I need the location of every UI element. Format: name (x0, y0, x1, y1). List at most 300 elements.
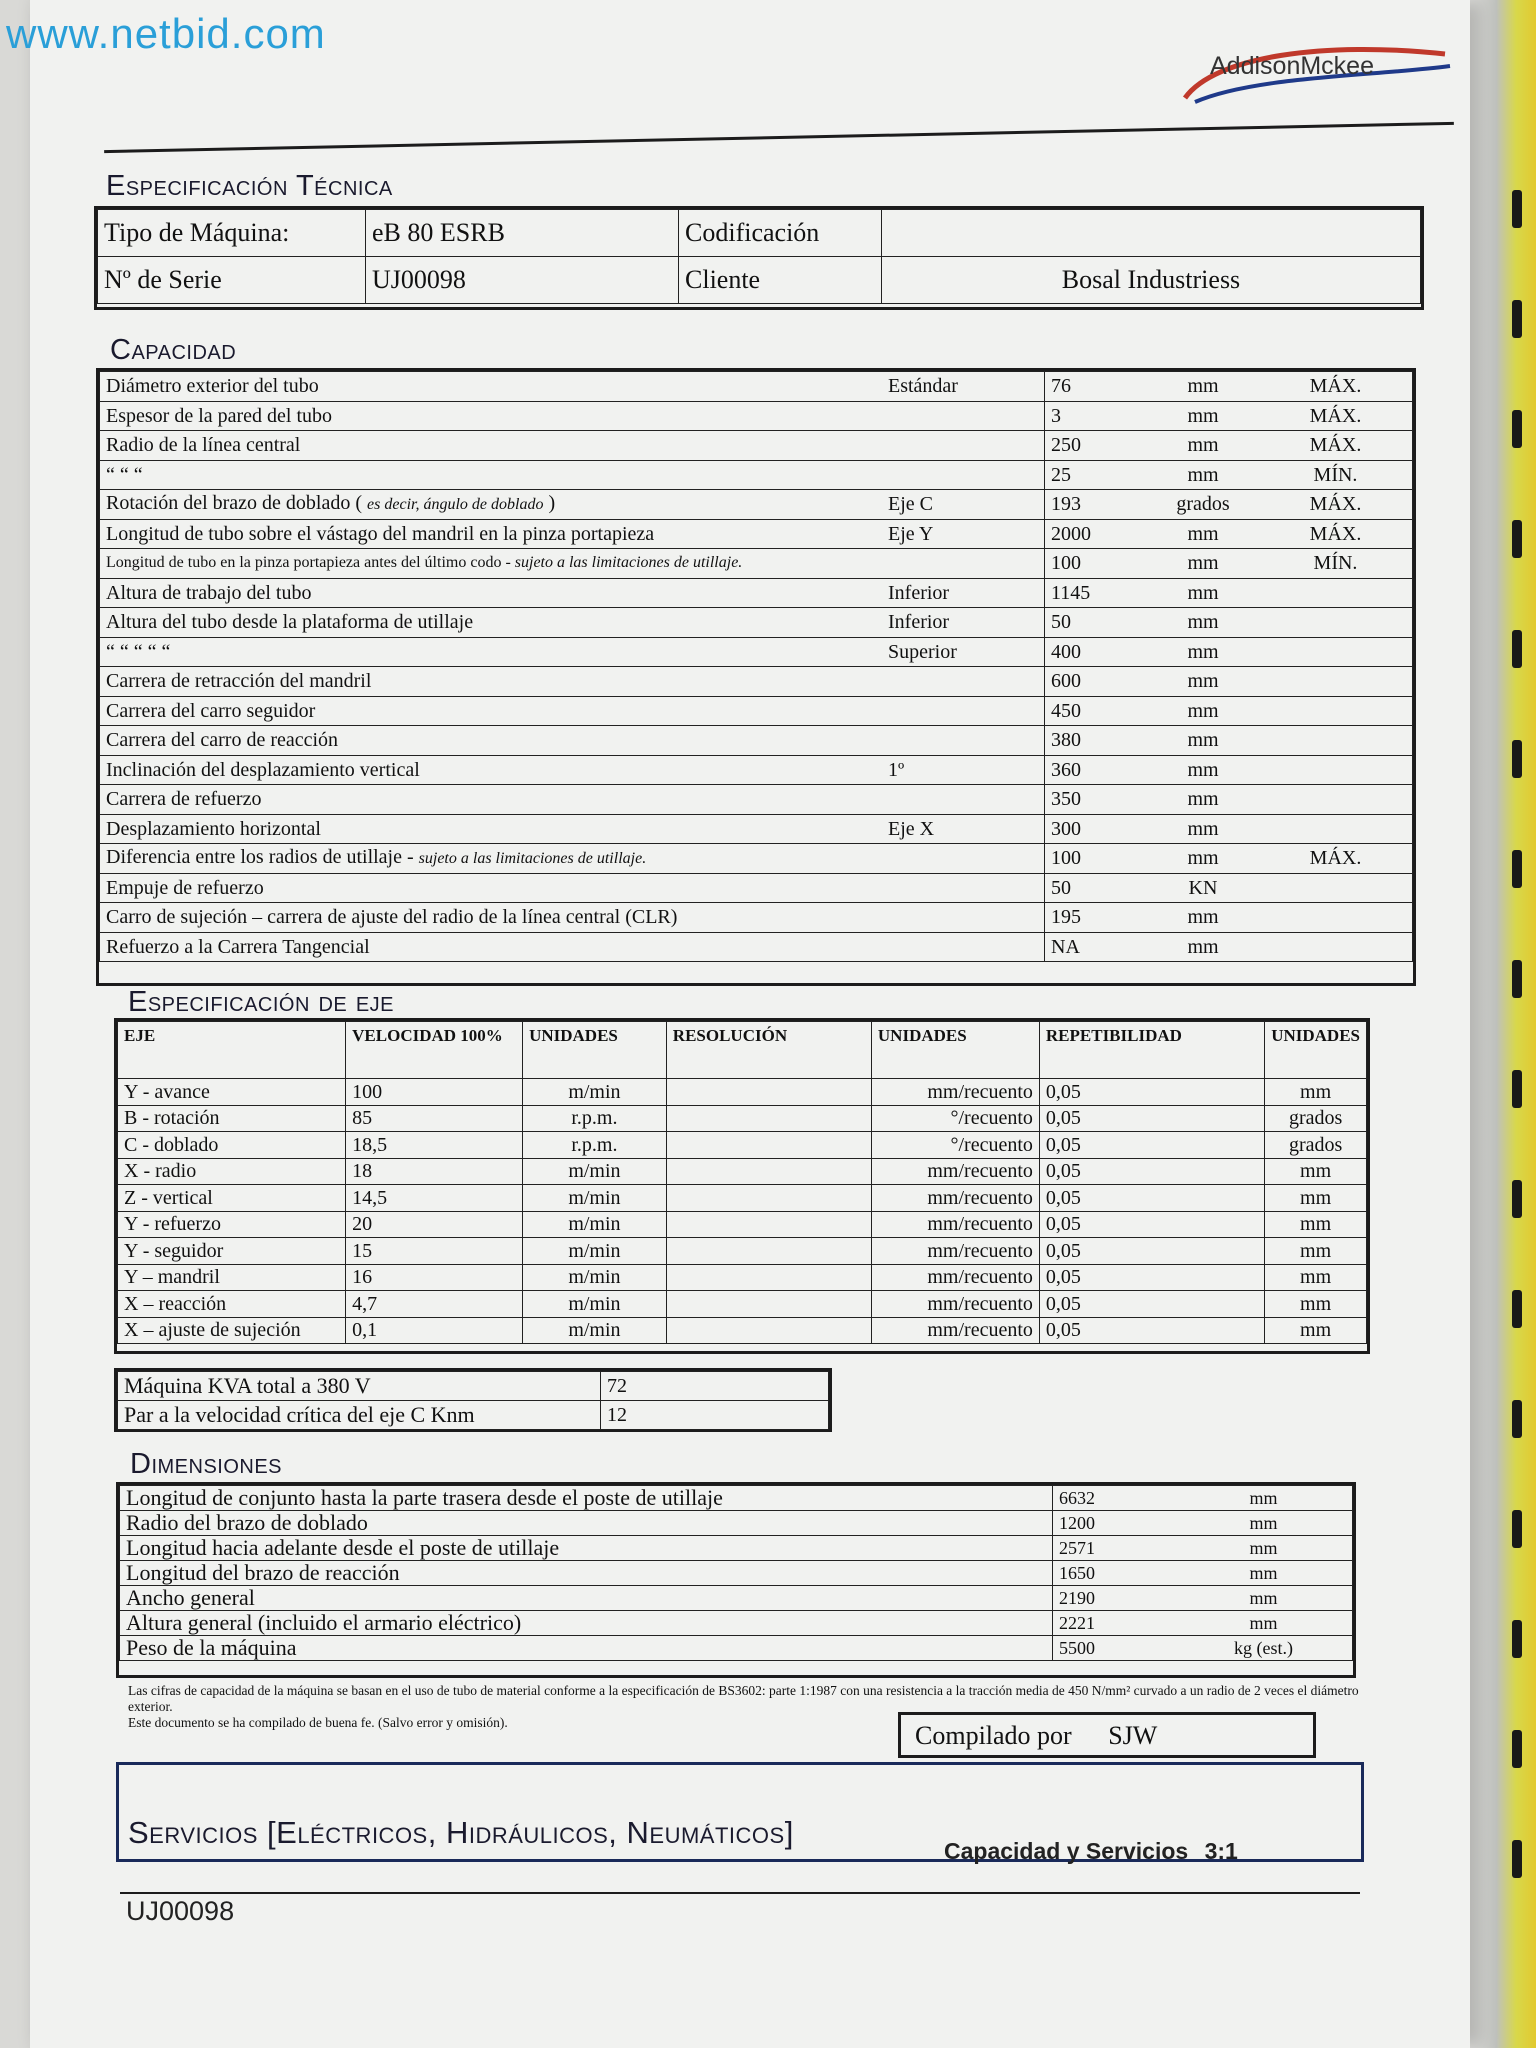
capacity-desc (100, 401, 883, 431)
capacity-value: 2000 (1045, 519, 1148, 549)
binder-ring (1512, 1840, 1522, 1878)
capacity-unit: grados (1147, 490, 1259, 520)
dimension-unit: mm (1175, 1511, 1353, 1536)
axis-repeatability-unit: grados (1265, 1105, 1367, 1132)
capacity-qualifier: Inferior (882, 578, 1045, 608)
capacity-desc (100, 431, 883, 461)
footer-doc-id: UJ00098 (126, 1896, 235, 1926)
capacity-value: 100 (1045, 844, 1148, 874)
capacity-desc-text: Carro de sujeción – carrera de ajuste del radio de la línea central (CLR) (106, 906, 678, 929)
dimension-row (120, 1586, 1353, 1611)
dimension-value: 2190 (1053, 1586, 1176, 1611)
dimension-value: 2571 (1053, 1536, 1176, 1561)
capacity-limit (1259, 755, 1413, 785)
axis-resolution (666, 1158, 871, 1185)
axis-resolution-unit: mm/recuento (871, 1264, 1039, 1291)
capacity-row (100, 726, 1413, 756)
dimension-row (120, 1511, 1353, 1536)
axis-resolution (666, 1291, 871, 1318)
axis-row (118, 1079, 1367, 1106)
capacity-desc (100, 519, 883, 549)
dimension-unit: mm (1175, 1486, 1353, 1511)
capacity-unit: mm (1147, 667, 1259, 697)
binder-ring (1512, 410, 1522, 448)
axis-resolution-unit: mm/recuento (871, 1211, 1039, 1238)
capacity-row (100, 460, 1413, 490)
capacity-desc (100, 755, 883, 785)
dimension-row (120, 1611, 1353, 1636)
axis-speed-unit: m/min (523, 1291, 667, 1318)
axis-repeatability: 0,05 (1039, 1264, 1264, 1291)
capacity-qualifier: Eje C (882, 490, 1045, 520)
dimension-row (120, 1636, 1353, 1661)
capacity-value: 380 (1045, 726, 1148, 756)
binder-ring (1512, 1400, 1522, 1438)
axis-resolution (666, 1211, 871, 1238)
axis-speed-unit: m/min (523, 1317, 667, 1344)
capacity-desc-text: Rotación del brazo de doblado ( (106, 492, 368, 515)
capacity-desc-text: Altura del tubo desde la plataforma de utillaje (106, 611, 474, 634)
axis-resolution (666, 1079, 871, 1106)
axis-resolution (666, 1238, 871, 1265)
axis-name: Y – mandril (118, 1264, 346, 1291)
axis-resolution-unit: mm/recuento (871, 1185, 1039, 1212)
binder-ring (1512, 1180, 1522, 1218)
capacity-row (100, 519, 1413, 549)
dimension-row (120, 1561, 1353, 1586)
capacity-row (100, 696, 1413, 726)
capacity-row (100, 844, 1413, 874)
dimension-unit: mm (1175, 1561, 1353, 1586)
dimension-value: 5500 (1053, 1636, 1176, 1661)
logo-text: AddisonMckee (1210, 52, 1374, 80)
axis-speed-unit: m/min (523, 1185, 667, 1212)
axis-repeatability: 0,05 (1039, 1158, 1264, 1185)
binder-ring (1512, 520, 1522, 558)
dimension-desc: Altura general (incluido el armario eléctrico) (120, 1611, 1053, 1636)
capacity-limit (1259, 696, 1413, 726)
axis-speed-unit: m/min (523, 1211, 667, 1238)
dimensions-table (116, 1482, 1356, 1678)
axis-name: Y - refuerzo (118, 1211, 346, 1238)
capacity-qualifier (882, 873, 1045, 903)
capacity-desc-text: Espesor de la pared del tubo (106, 404, 333, 427)
capacity-desc-text: “ “ “ (106, 463, 143, 486)
capacity-row (100, 814, 1413, 844)
capacity-value: 450 (1045, 696, 1148, 726)
dimension-desc: Ancho general (120, 1586, 1053, 1611)
axis-resolution (666, 1105, 871, 1132)
capacity-qualifier: Estándar (882, 372, 1045, 402)
axis-speed-unit: r.p.m. (523, 1132, 667, 1159)
capacity-value: 250 (1045, 431, 1148, 461)
axis-row (118, 1211, 1367, 1238)
capacity-desc (100, 578, 883, 608)
axis-speed: 20 (346, 1211, 523, 1238)
axis-name: X – reacción (118, 1291, 346, 1318)
capacity-row (100, 549, 1413, 579)
binder-ring (1512, 190, 1522, 228)
axis-speed: 16 (346, 1264, 523, 1291)
capacity-limit (1259, 903, 1413, 933)
capacity-unit: KN (1147, 873, 1259, 903)
power-value: 72 (601, 1372, 829, 1401)
axis-header: UNIDADES (871, 1022, 1039, 1079)
capacity-unit: mm (1147, 431, 1259, 461)
capacity-desc (100, 637, 883, 667)
dimension-value: 6632 (1053, 1486, 1176, 1511)
capacity-row (100, 785, 1413, 815)
machine-type-value: eB 80 ESRB (366, 210, 679, 257)
capacity-limit: MÁX. (1259, 431, 1413, 461)
capacity-desc-text: Refuerzo a la Carrera Tangencial (106, 935, 370, 958)
capacity-desc (100, 726, 883, 756)
axis-repeatability-unit: mm (1265, 1264, 1367, 1291)
capacity-qualifier: Inferior (882, 608, 1045, 638)
capacity-row (100, 667, 1413, 697)
axis-row (118, 1185, 1367, 1212)
capacity-desc-text: Carrera de refuerzo (106, 788, 262, 811)
capacity-desc (100, 696, 883, 726)
dimension-desc: Radio del brazo de doblado (120, 1511, 1053, 1536)
axis-resolution-unit: mm/recuento (871, 1079, 1039, 1106)
capacity-value: 193 (1045, 490, 1148, 520)
capacity-row (100, 932, 1413, 962)
capacity-unit: mm (1147, 903, 1259, 933)
axis-name: X – ajuste de sujeción (118, 1317, 346, 1344)
capacity-qualifier: Eje X (882, 814, 1045, 844)
capacity-limit (1259, 608, 1413, 638)
dimension-unit: kg (est.) (1175, 1636, 1353, 1661)
capacity-unit: mm (1147, 726, 1259, 756)
axis-speed: 18 (346, 1158, 523, 1185)
binder-ring (1512, 1730, 1522, 1768)
capacity-desc (100, 814, 883, 844)
capacity-row (100, 431, 1413, 461)
axis-resolution (666, 1185, 871, 1212)
capacity-value: 400 (1045, 637, 1148, 667)
axis-name: X - radio (118, 1158, 346, 1185)
capacity-value: 360 (1045, 755, 1148, 785)
capacity-desc (100, 608, 883, 638)
axis-repeatability: 0,05 (1039, 1238, 1264, 1265)
axis-repeatability: 0,05 (1039, 1079, 1264, 1106)
capacity-unit: mm (1147, 519, 1259, 549)
section-title-capacity: Capacidad (110, 334, 237, 366)
capacity-desc-text: Radio de la línea central (106, 434, 301, 457)
capacity-value: 25 (1045, 460, 1148, 490)
axis-resolution-unit: mm/recuento (871, 1317, 1039, 1344)
axis-repeatability: 0,05 (1039, 1105, 1264, 1132)
axis-resolution-unit: mm/recuento (871, 1291, 1039, 1318)
capacity-qualifier (882, 431, 1045, 461)
dimension-desc: Longitud de conjunto hasta la parte trasera desde el poste de utillaje (120, 1486, 1053, 1511)
capacity-unit: mm (1147, 696, 1259, 726)
axis-header: UNIDADES (1265, 1022, 1367, 1079)
section-title-axis: Especificación de eje (128, 986, 394, 1018)
capacity-value: 3 (1045, 401, 1148, 431)
axis-resolution-unit: °/recuento (871, 1105, 1039, 1132)
capacity-unit: mm (1147, 608, 1259, 638)
capacity-desc (100, 785, 883, 815)
capacity-unit: mm (1147, 755, 1259, 785)
capacity-unit: mm (1147, 785, 1259, 815)
capacity-qualifier (882, 932, 1045, 962)
capacity-desc-end: ) (543, 492, 556, 515)
capacity-unit: mm (1147, 549, 1259, 579)
capacity-qualifier (882, 844, 1045, 874)
capacity-value: NA (1045, 932, 1148, 962)
dimension-row (120, 1536, 1353, 1561)
axis-speed-unit: m/min (523, 1264, 667, 1291)
capacity-desc-text: “ “ “ “ “ (106, 640, 171, 663)
axis-row (118, 1264, 1367, 1291)
axis-repeatability-unit: mm (1265, 1079, 1367, 1106)
capacity-unit: mm (1147, 814, 1259, 844)
axis-speed-unit: m/min (523, 1158, 667, 1185)
section-title-dimensions: Dimensiones (130, 1448, 283, 1480)
axis-repeatability-unit: mm (1265, 1317, 1367, 1344)
axis-speed-unit: m/min (523, 1079, 667, 1106)
axis-repeatability-unit: mm (1265, 1185, 1367, 1212)
axis-resolution (666, 1132, 871, 1159)
capacity-value: 1145 (1045, 578, 1148, 608)
binder-ring (1512, 1510, 1522, 1548)
capacity-row (100, 608, 1413, 638)
axis-repeatability-unit: mm (1265, 1291, 1367, 1318)
dimension-desc: Longitud hacia adelante desde el poste de utillaje (120, 1536, 1053, 1561)
power-label: Máquina KVA total a 380 V (118, 1372, 601, 1401)
dimension-unit: mm (1175, 1611, 1353, 1636)
capacity-desc-note: es decir, ángulo de doblado (367, 496, 544, 514)
spec-header-table (94, 206, 1424, 310)
compiled-by-value: SJW (1108, 1721, 1158, 1750)
axis-header: REPETIBILIDAD (1039, 1022, 1264, 1079)
section-title-services: Servicios [Eléctricos, Hidráulicos, Neumáticos] (128, 1815, 794, 1850)
capacity-row (100, 372, 1413, 402)
binder-ring (1512, 850, 1522, 888)
axis-header: RESOLUCIÓN (666, 1022, 871, 1079)
serial-label: Nº de Serie (98, 257, 366, 304)
capacity-qualifier (882, 726, 1045, 756)
dimension-unit: mm (1175, 1586, 1353, 1611)
capacity-limit: MÁX. (1259, 519, 1413, 549)
compiled-by-box (898, 1712, 1316, 1758)
capacity-row (100, 401, 1413, 431)
dimension-unit: mm (1175, 1536, 1353, 1561)
axis-name: B - rotación (118, 1105, 346, 1132)
power-value: 12 (601, 1401, 829, 1430)
capacity-row (100, 873, 1413, 903)
binder-ring (1512, 630, 1522, 668)
power-row (118, 1372, 829, 1401)
client-label: Cliente (679, 257, 882, 304)
capacity-desc (100, 490, 883, 520)
dimension-desc: Longitud del brazo de reacción (120, 1561, 1053, 1586)
axis-speed: 15 (346, 1238, 523, 1265)
capacity-unit: mm (1147, 844, 1259, 874)
axis-speed: 4,7 (346, 1291, 523, 1318)
binder-ring (1512, 740, 1522, 778)
serial-value: UJ00098 (366, 257, 679, 304)
capacity-desc-note: sujeto a las limitaciones de utillaje. (418, 850, 647, 868)
capacity-desc (100, 549, 883, 579)
capacity-desc-text: Desplazamiento horizontal (106, 817, 321, 840)
binder-ring (1512, 960, 1522, 998)
dimension-value: 1200 (1053, 1511, 1176, 1536)
capacity-desc (100, 873, 883, 903)
capacity-unit: mm (1147, 578, 1259, 608)
coding-label: Codificación (679, 210, 882, 257)
axis-resolution-unit: mm/recuento (871, 1158, 1039, 1185)
capacity-limit: MÁX. (1259, 844, 1413, 874)
capacity-value: 50 (1045, 873, 1148, 903)
capacity-limit (1259, 873, 1413, 903)
capacity-desc-text: Longitud de tubo en la pinza portapieza antes del último codo - (106, 554, 515, 572)
binder-ring (1512, 1290, 1522, 1328)
binder-ring (1512, 300, 1522, 338)
capacity-desc-text: Longitud de tubo sobre el vástago del mandril en la pinza portapieza (106, 522, 655, 545)
capacity-limit (1259, 814, 1413, 844)
axis-name: Y - seguidor (118, 1238, 346, 1265)
axis-speed: 85 (346, 1105, 523, 1132)
capacity-qualifier (882, 903, 1045, 933)
axis-repeatability-unit: mm (1265, 1158, 1367, 1185)
capacity-limit (1259, 667, 1413, 697)
axis-speed-unit: m/min (523, 1238, 667, 1265)
axis-row (118, 1132, 1367, 1159)
capacity-qualifier (882, 549, 1045, 579)
capacity-desc-text: Inclinación del desplazamiento vertical (106, 758, 420, 781)
axis-speed: 14,5 (346, 1185, 523, 1212)
capacity-value: 600 (1045, 667, 1148, 697)
capacity-desc (100, 932, 883, 962)
capacity-desc-text: Carrera del carro seguidor (106, 699, 316, 722)
capacity-limit (1259, 578, 1413, 608)
capacity-limit: MÁX. (1259, 401, 1413, 431)
capacity-desc-text: Carrera del carro de reacción (106, 729, 339, 752)
capacity-desc-text: Diferencia entre los radios de utillaje - (106, 846, 419, 869)
axis-header: VELOCIDAD 100% (346, 1022, 523, 1079)
axis-resolution-unit: mm/recuento (871, 1238, 1039, 1265)
capacity-unit: mm (1147, 932, 1259, 962)
capacity-desc-text: Altura de trabajo del tubo (106, 581, 312, 604)
capacity-desc (100, 460, 883, 490)
footer-section (944, 1838, 1238, 1865)
binder-ring (1512, 1070, 1522, 1108)
footer-section-name: Capacidad y Servicios (944, 1838, 1189, 1864)
capacity-row (100, 490, 1413, 520)
watermark: www.netbid.com (6, 10, 326, 57)
capacity-desc-text: Diámetro exterior del tubo (106, 375, 319, 398)
capacity-value: 300 (1045, 814, 1148, 844)
capacity-value: 50 (1045, 608, 1148, 638)
footer-page-number: 3:1 (1204, 1838, 1238, 1864)
axis-spec-table (114, 1018, 1370, 1354)
capacity-limit (1259, 785, 1413, 815)
power-row (118, 1401, 829, 1430)
axis-speed: 0,1 (346, 1317, 523, 1344)
capacity-limit: MÁX. (1259, 490, 1413, 520)
machine-type-label: Tipo de Máquina: (98, 210, 366, 257)
axis-resolution (666, 1264, 871, 1291)
axis-repeatability-unit: grados (1265, 1132, 1367, 1159)
axis-repeatability: 0,05 (1039, 1211, 1264, 1238)
axis-header: UNIDADES (523, 1022, 667, 1079)
capacity-desc-text: Empuje de refuerzo (106, 876, 264, 899)
capacity-desc-text: Carrera de retracción del mandril (106, 670, 372, 693)
binder-edge (1470, 0, 1536, 2048)
capacity-desc-note: sujeto a las limitaciones de utillaje. (514, 554, 743, 572)
capacity-row (100, 903, 1413, 933)
capacity-qualifier (882, 667, 1045, 697)
capacity-unit: mm (1147, 460, 1259, 490)
client-value: Bosal Industriess (882, 257, 1421, 304)
power-table (114, 1368, 832, 1432)
dimension-desc: Peso de la máquina (120, 1636, 1053, 1661)
note-line-2: Este documento se ha compilado de buena fe. (Salvo error y omisión). (128, 1715, 508, 1730)
axis-row (118, 1238, 1367, 1265)
axis-resolution (666, 1317, 871, 1344)
axis-repeatability-unit: mm (1265, 1211, 1367, 1238)
capacity-unit: mm (1147, 637, 1259, 667)
capacity-limit (1259, 726, 1413, 756)
capacity-qualifier (882, 460, 1045, 490)
footer-rule (120, 1892, 1360, 1894)
axis-resolution-unit: °/recuento (871, 1132, 1039, 1159)
capacity-qualifier: 1º (882, 755, 1045, 785)
capacity-desc (100, 372, 883, 402)
axis-repeatability: 0,05 (1039, 1185, 1264, 1212)
capacity-row (100, 755, 1413, 785)
capacity-unit: mm (1147, 372, 1259, 402)
capacity-value: 76 (1045, 372, 1148, 402)
capacity-desc (100, 667, 883, 697)
axis-name: Z - vertical (118, 1185, 346, 1212)
axis-repeatability-unit: mm (1265, 1238, 1367, 1265)
capacity-qualifier (882, 696, 1045, 726)
capacity-qualifier (882, 785, 1045, 815)
capacity-value: 350 (1045, 785, 1148, 815)
capacity-qualifier (882, 401, 1045, 431)
axis-repeatability: 0,05 (1039, 1132, 1264, 1159)
capacity-limit: MÍN. (1259, 460, 1413, 490)
dimension-row (120, 1486, 1353, 1511)
capacity-table (96, 368, 1416, 986)
axis-repeatability: 0,05 (1039, 1317, 1264, 1344)
dimension-value: 2221 (1053, 1611, 1176, 1636)
axis-speed-unit: r.p.m. (523, 1105, 667, 1132)
dimension-value: 1650 (1053, 1561, 1176, 1586)
axis-row (118, 1317, 1367, 1344)
axis-speed: 100 (346, 1079, 523, 1106)
capacity-qualifier: Eje Y (882, 519, 1045, 549)
axis-name: Y - avance (118, 1079, 346, 1106)
axis-row (118, 1158, 1367, 1185)
capacity-value: 100 (1045, 549, 1148, 579)
capacity-qualifier: Superior (882, 637, 1045, 667)
compiled-by-label: Compilado por (915, 1721, 1072, 1750)
axis-header: EJE (118, 1022, 346, 1079)
capacity-limit (1259, 637, 1413, 667)
capacity-row (100, 578, 1413, 608)
axis-speed: 18,5 (346, 1132, 523, 1159)
capacity-limit (1259, 932, 1413, 962)
axis-repeatability: 0,05 (1039, 1291, 1264, 1318)
capacity-limit: MÍN. (1259, 549, 1413, 579)
section-title-spec: Especificación Técnica (106, 170, 393, 202)
capacity-value: 195 (1045, 903, 1148, 933)
